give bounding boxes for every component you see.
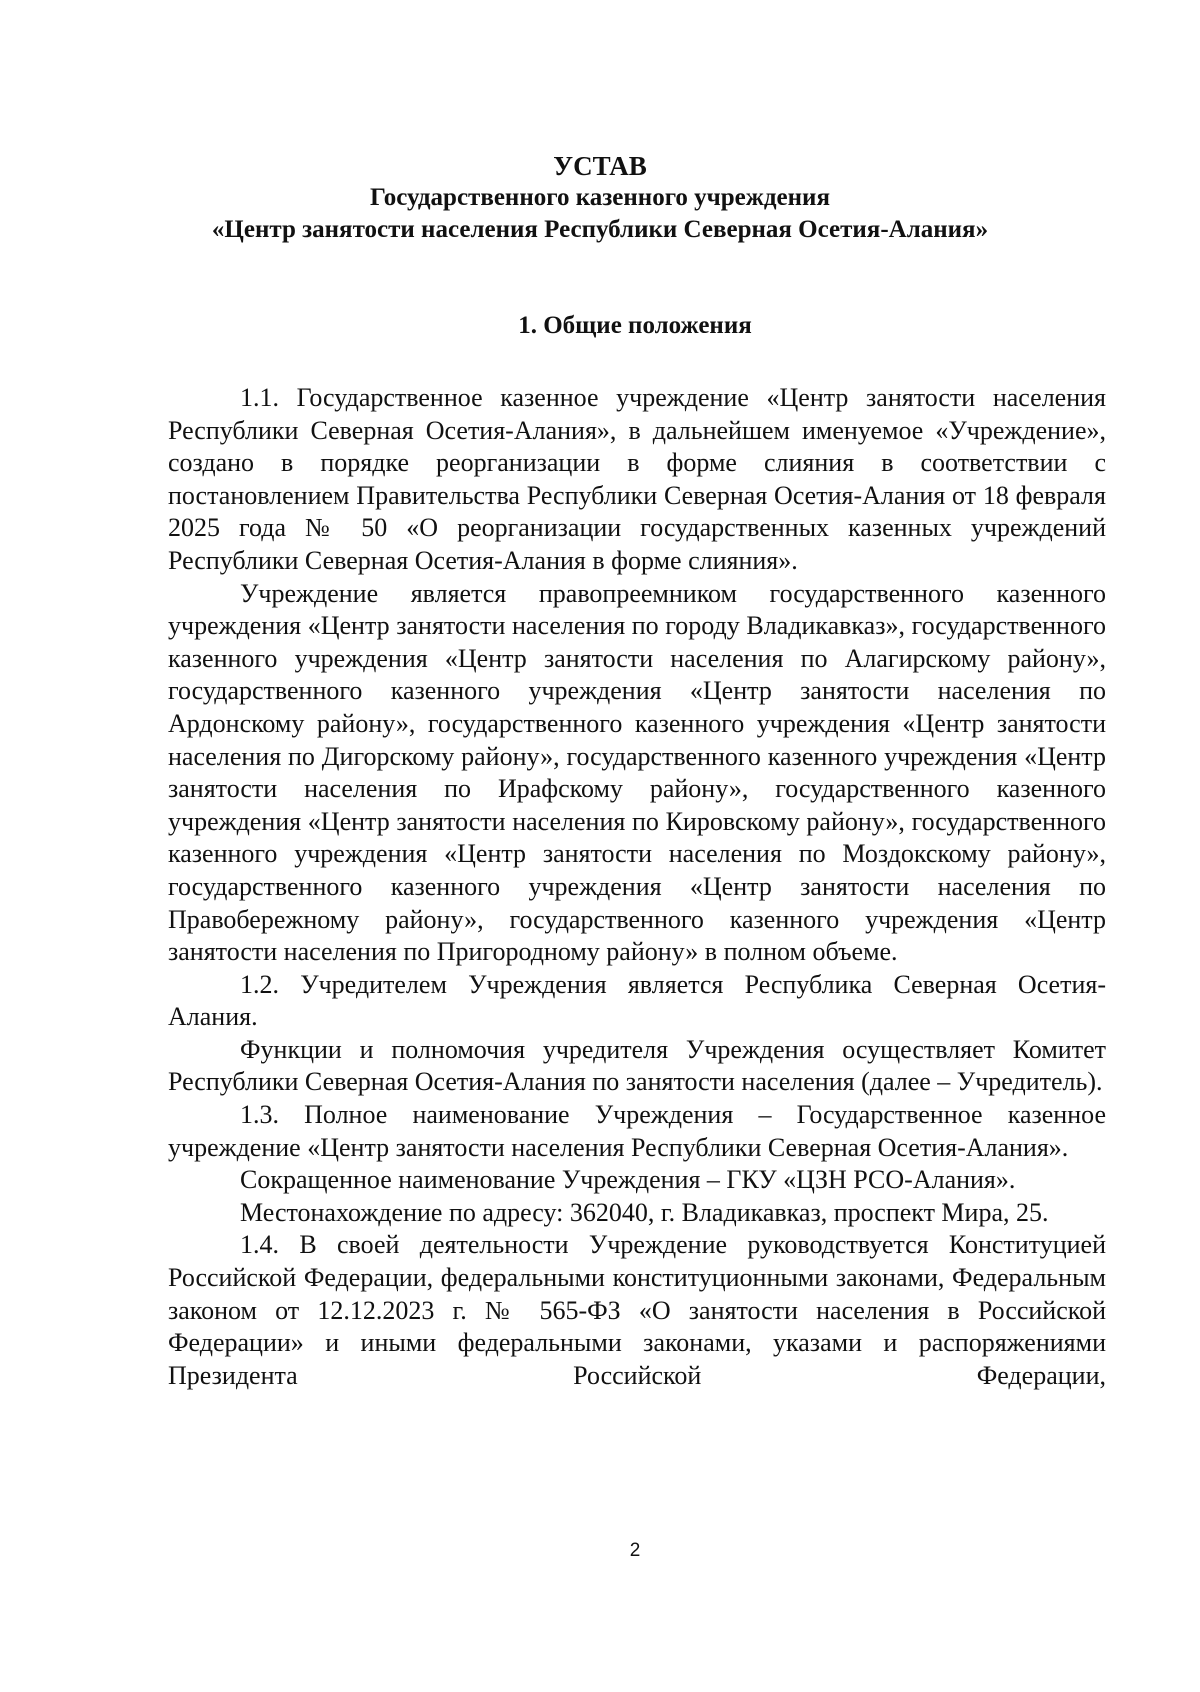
document-subtitle-2: «Центр занятости населения Республики Северная Осетия-Алания» [211,216,989,243]
paragraph-successor: Учреждение является правопреемником государственного казенного учреждения «Центр занятости населения по городу Владикавказ», государственного казенного учреждения «Центр занятости населения по Алагирскому району», государственного казенного учреждения «Центр занятости населения по Ардонскому району», государственного казенного учреждения «Центр занятости населения по Дигорскому району», государственного казенного учреждения «Центр занятости населения по Ирафскому району», государственного казенного учреждения «Центр занятости населения по Кировскому району», государственного казенного учреждения «Центр занятости населения по Моздокскому району», государственного казенного учреждения «Центр занятости населения по Правобережному району», государственного казенного учреждения «Центр занятости населения по Пригородному району» в полном объеме. [168,578,1106,967]
paragraph-1-2: 1.2. Учредителем Учреждения является Республика Северная Осетия-Алания. [168,969,1106,1032]
paragraph-short-name: Сокращенное наименование Учреждения – ГКУ «ЦЗН РСО-Алания». [240,1165,1016,1195]
paragraph-1-4: 1.4. В своей деятельности Учреждение руководствуется Конституцией Российской Федерации, федеральными конституционными законами, Федеральным законом от 12.12.2023 г. № 565-ФЗ «О занятости населения в Российской Федерации» и иными федеральными законами, указами и распоряжениями Президента Российской Федерации, [168,1230,1106,1390]
paragraph-1-3: 1.3. Полное наименование Учреждения – Государственное казенное учреждение «Центр занятости населения Республики Северная Осетия-Алания». [168,1100,1106,1162]
document-body [168,382,1106,1392]
page-number: 2 [629,1540,641,1561]
paragraph-location: Местонахождение по адресу: 362040, г. Владикавказ, проспект Мира, 25. [240,1197,1049,1227]
paragraph-1-1: 1.1. Государственное казенное учреждение «Центр занятости населения Республики Северная Осетия-Алания», в дальнейшем именуемое «Учреждение», создано в порядке реорганизации в форме слияния в соответствии с постановлением Правительства Республики Северная Осетия-Алания от 18 февраля 2025 года № 50 «О реорганизации государственных казенных учреждений Республики Северная Осетия-Алания в форме слияния». [168,383,1106,575]
document-title: УСТАВ [553,151,647,181]
paragraph-functions: Функции и полномочия учредителя Учреждения осуществляет Комитет Республики Северная Осетия-Алания по занятости населения (далее – Учредитель). [168,1034,1106,1097]
section-heading: 1. Общие положения [518,312,752,339]
document-subtitle-1: Государственного казенного учреждения [370,184,830,211]
document-header [0,150,1200,246]
